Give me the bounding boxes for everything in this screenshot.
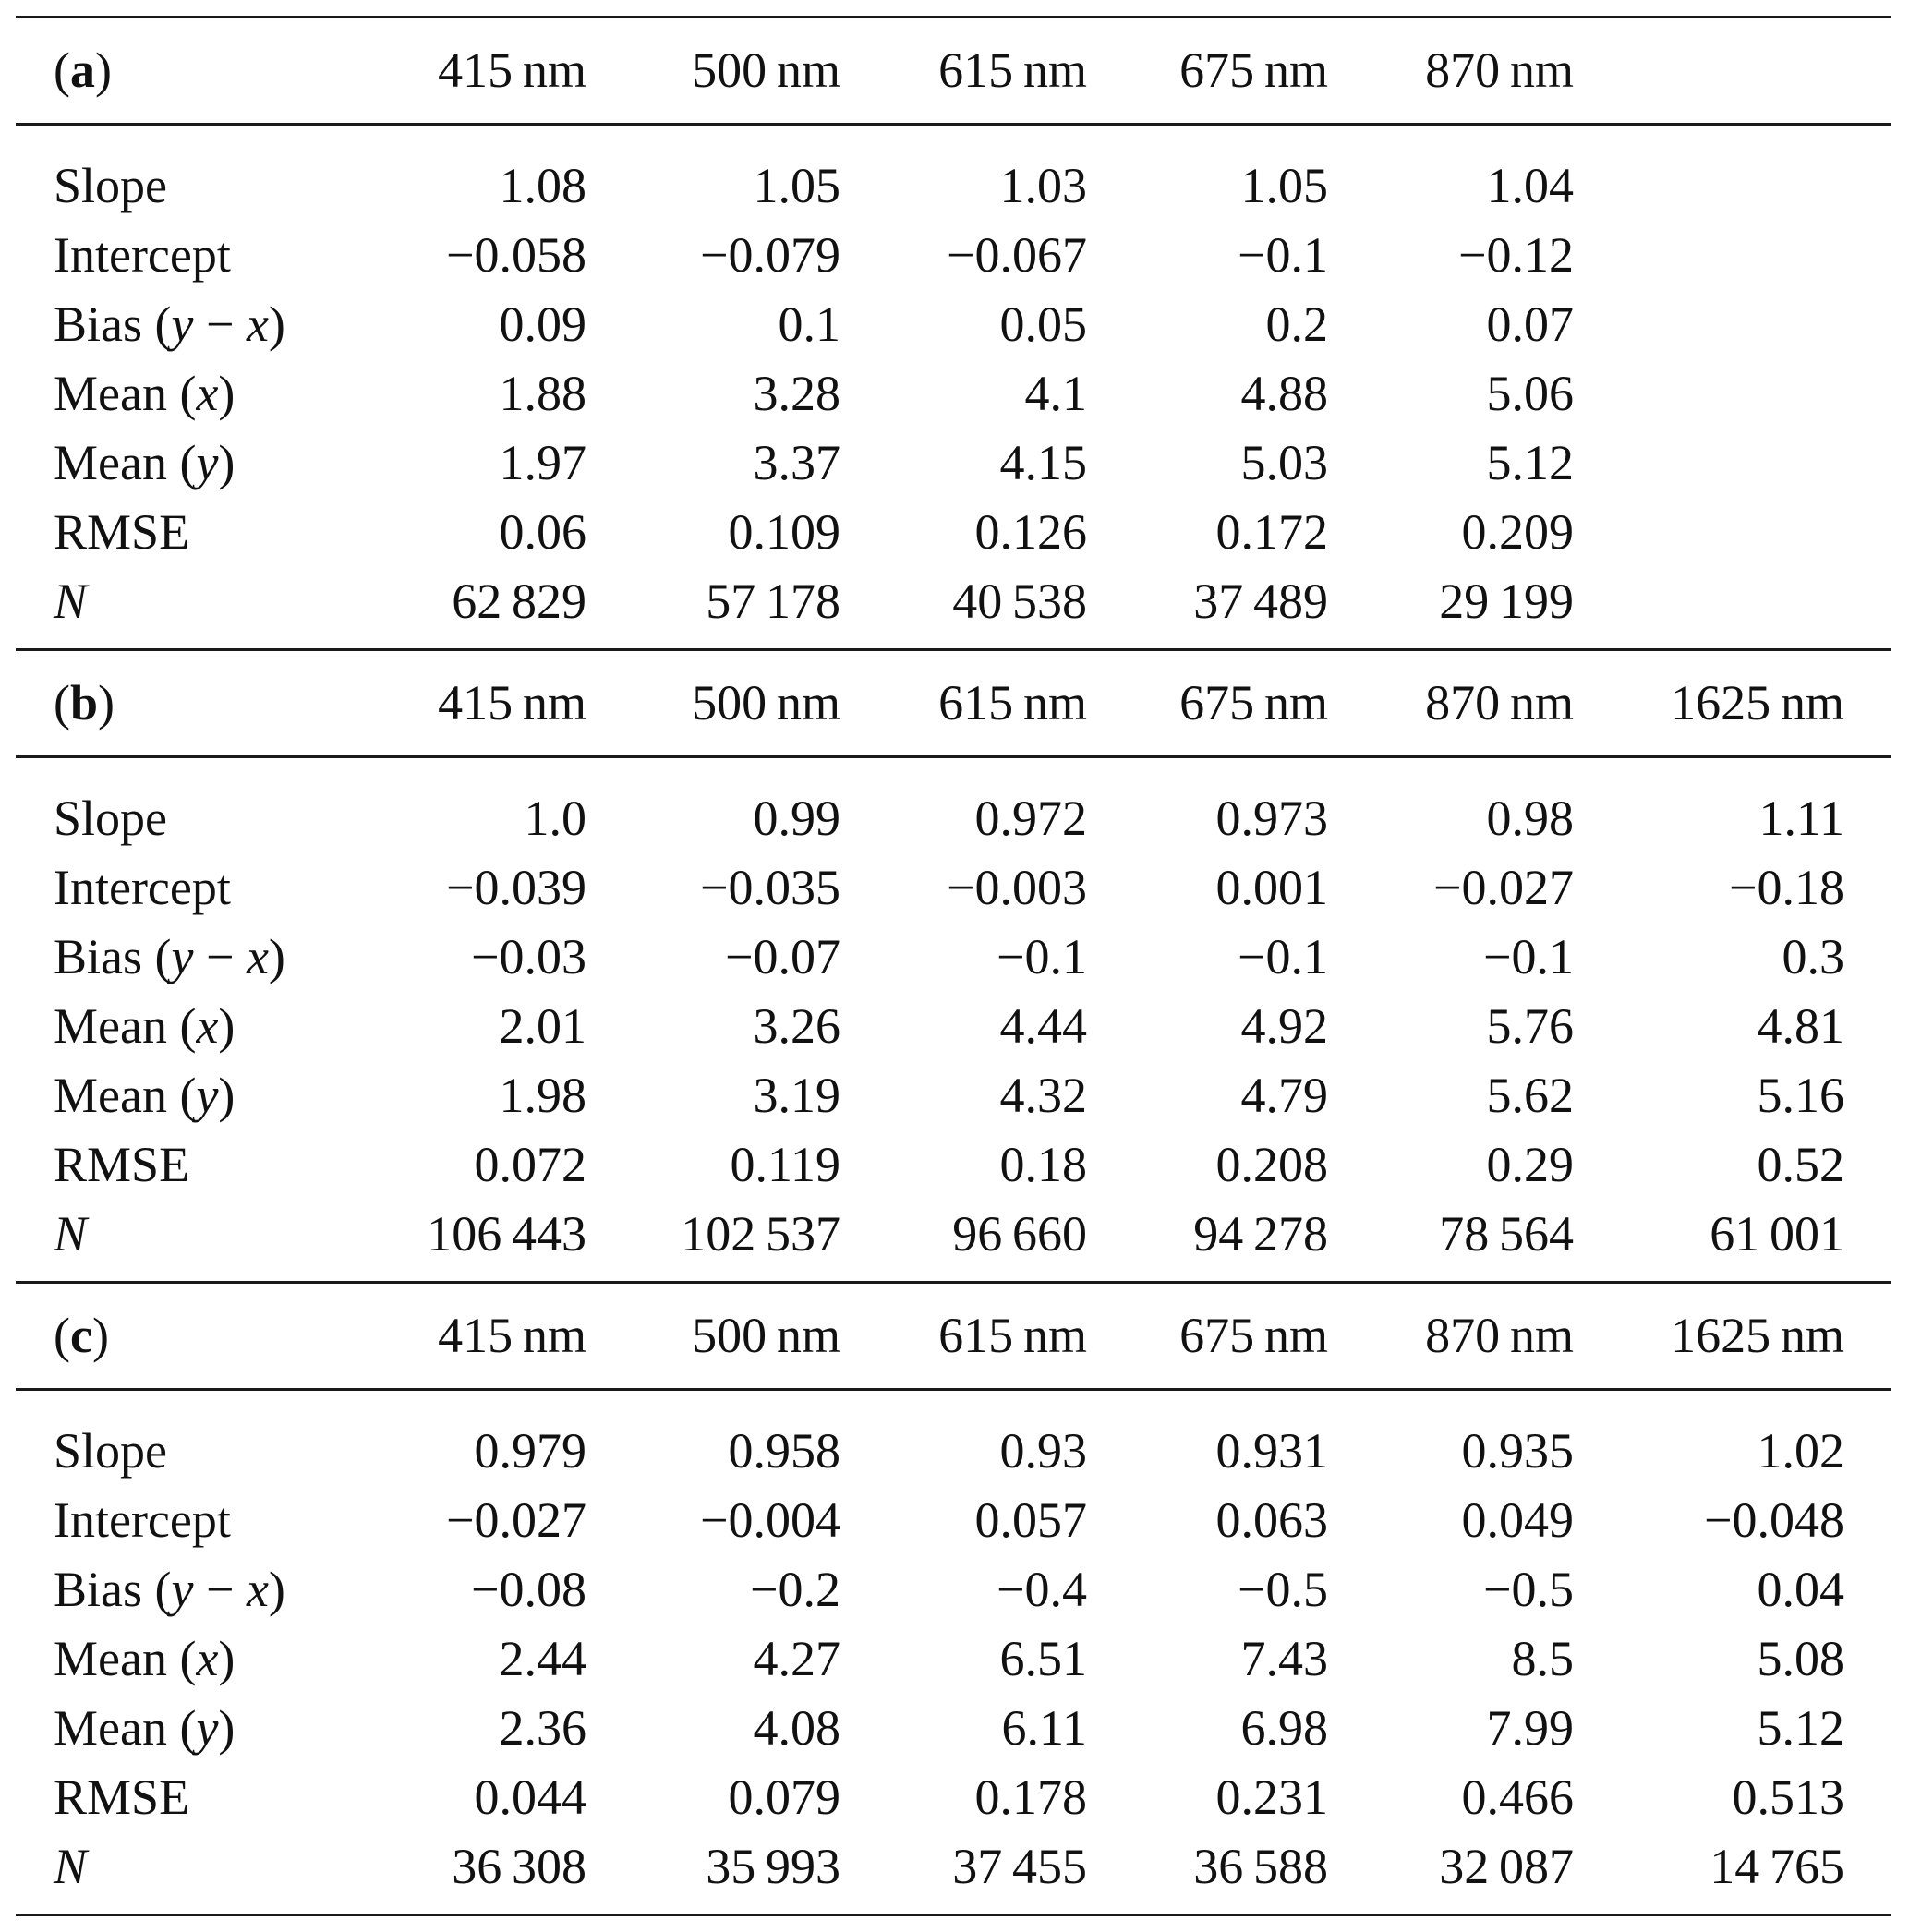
table-cell: 96 660 — [952, 1206, 1087, 1262]
column-header: 675 nm — [1179, 42, 1328, 98]
panel-a-header — [16, 18, 1891, 123]
table-cell: −0.5 — [1483, 1562, 1574, 1617]
table-cell: 0.935 — [1461, 1423, 1574, 1479]
table-cell: 1.08 — [499, 158, 586, 213]
table-cell: 4.92 — [1240, 998, 1328, 1054]
table-row-bias — [16, 1555, 1891, 1624]
row-label: RMSE — [54, 504, 190, 560]
panel-c-body — [16, 1391, 1891, 1914]
table-row-intercept — [16, 221, 1891, 290]
row-label: Bias (y − x) — [54, 296, 285, 352]
column-header: 500 nm — [692, 675, 840, 731]
table-cell: −0.027 — [446, 1492, 586, 1548]
column-header: 675 nm — [1179, 1308, 1328, 1363]
column-header: 675 nm — [1179, 675, 1328, 731]
table-cell: 0.172 — [1215, 504, 1328, 560]
row-label: Mean (y) — [54, 435, 236, 490]
table-cell: −0.079 — [700, 227, 840, 283]
row-label: Bias (y − x) — [54, 929, 285, 984]
panel-b-body — [16, 758, 1891, 1281]
table-cell: 4.15 — [999, 435, 1087, 490]
table-cell: 102 537 — [681, 1206, 840, 1262]
table-cell: 3.26 — [753, 998, 840, 1054]
table-cell: 0.973 — [1215, 791, 1328, 846]
table-row-slope — [16, 1417, 1891, 1486]
table-cell: 1.05 — [1240, 158, 1328, 213]
table-cell: 36 588 — [1193, 1839, 1328, 1894]
panel-label: (b) — [54, 675, 115, 731]
table-cell: 0.931 — [1215, 1423, 1328, 1479]
table-row-bias — [16, 923, 1891, 992]
table-cell: 78 564 — [1439, 1206, 1574, 1262]
row-label: Mean (y) — [54, 1700, 236, 1756]
table-cell: 0.99 — [753, 791, 840, 846]
table-cell: 0.072 — [474, 1137, 586, 1192]
table-cell: 0.52 — [1757, 1137, 1844, 1192]
row-label: Slope — [54, 1423, 168, 1479]
table-cell: 0.3 — [1782, 929, 1844, 984]
panel-c-header — [16, 1284, 1891, 1388]
table-cell: 29 199 — [1439, 574, 1574, 629]
table-cell: −0.1 — [1238, 227, 1328, 283]
table-cell: 0.126 — [974, 504, 1087, 560]
table-row-intercept — [16, 853, 1891, 923]
panel-label: (c) — [54, 1308, 109, 1363]
panel-b-header — [16, 651, 1891, 755]
table-cell: −0.004 — [700, 1492, 840, 1548]
table-cell: −0.07 — [725, 929, 840, 984]
table-cell: −0.4 — [997, 1562, 1087, 1617]
table-cell: 0.119 — [730, 1137, 840, 1192]
column-header: 415 nm — [438, 675, 586, 731]
panel-label: (a) — [54, 42, 112, 98]
table-cell: 3.19 — [753, 1068, 840, 1123]
table-cell: 0.208 — [1215, 1137, 1328, 1192]
table-cell: −0.2 — [750, 1562, 840, 1617]
table-cell: 36 308 — [452, 1839, 586, 1894]
table-cell: −0.035 — [700, 860, 840, 915]
table-cell: 3.28 — [753, 366, 840, 421]
table-cell: 1.05 — [753, 158, 840, 213]
column-header: 870 nm — [1425, 675, 1574, 731]
table-cell: 0.057 — [974, 1492, 1087, 1548]
table-cell: 0.063 — [1215, 1492, 1328, 1548]
table-cell: 0.09 — [499, 296, 586, 352]
table-cell: 37 455 — [952, 1839, 1087, 1894]
table-cell: 14 765 — [1710, 1839, 1844, 1894]
table-cell: 37 489 — [1193, 574, 1328, 629]
table-cell: −0.027 — [1433, 860, 1574, 915]
table-cell: 0.958 — [728, 1423, 840, 1479]
panel-a-body — [16, 126, 1891, 648]
table-cell: 0.18 — [999, 1137, 1087, 1192]
table-row-bias — [16, 290, 1891, 359]
table-row-rmse — [16, 1130, 1891, 1200]
row-label: Slope — [54, 158, 168, 213]
table-cell: −0.08 — [471, 1562, 586, 1617]
table-cell: 4.08 — [753, 1700, 840, 1756]
table-cell: 3.37 — [753, 435, 840, 490]
column-header: 870 nm — [1425, 42, 1574, 98]
table-row-mean-x — [16, 1624, 1891, 1694]
table-cell: 4.44 — [999, 998, 1087, 1054]
table-cell: −0.18 — [1729, 860, 1844, 915]
table-row-mean-y — [16, 429, 1891, 498]
table-cell: 0.231 — [1215, 1769, 1328, 1825]
table-cell: 0.209 — [1461, 504, 1574, 560]
row-label: Bias (y − x) — [54, 1562, 285, 1617]
row-label: Intercept — [54, 227, 231, 283]
table-cell: 32 087 — [1439, 1839, 1574, 1894]
table-cell: 6.51 — [999, 1631, 1087, 1686]
table-row-n — [16, 567, 1891, 636]
row-label: Mean (x) — [54, 1631, 236, 1686]
table-cell: 2.01 — [499, 998, 586, 1054]
table-cell: 1.11 — [1758, 791, 1844, 846]
table-cell: 7.99 — [1486, 1700, 1574, 1756]
row-label: N — [54, 1839, 88, 1894]
table-cell: 0.001 — [1215, 860, 1328, 915]
table-cell: −0.058 — [446, 227, 586, 283]
row-label: Slope — [54, 791, 168, 846]
column-header: 615 nm — [938, 1308, 1087, 1363]
table-cell: −0.1 — [1483, 929, 1574, 984]
header-row — [16, 651, 1844, 755]
table-cell: 4.27 — [753, 1631, 840, 1686]
table-cell: 0.98 — [1486, 791, 1574, 846]
table-cell: 0.178 — [974, 1769, 1087, 1825]
table-cell: 0.972 — [974, 791, 1087, 846]
table-cell: 61 001 — [1710, 1206, 1844, 1262]
table-row-slope — [16, 151, 1891, 221]
table-cell: 5.03 — [1240, 435, 1328, 490]
table-cell: 40 538 — [952, 574, 1087, 629]
table-cell: −0.5 — [1238, 1562, 1328, 1617]
table-row-intercept — [16, 1486, 1891, 1555]
table-cell: 6.11 — [1001, 1700, 1087, 1756]
row-label: N — [54, 574, 88, 629]
table-cell: 5.06 — [1486, 366, 1574, 421]
table-cell: 0.05 — [999, 296, 1087, 352]
table-row-mean-y — [16, 1694, 1891, 1763]
header-row — [16, 18, 1844, 123]
table-row-n — [16, 1832, 1891, 1902]
table-cell: 1.98 — [499, 1068, 586, 1123]
table-cell: 5.76 — [1486, 998, 1574, 1054]
table-cell: 94 278 — [1193, 1206, 1328, 1262]
table-cell: 7.43 — [1240, 1631, 1328, 1686]
table-cell: 1.04 — [1486, 158, 1574, 213]
table-cell: 4.79 — [1240, 1068, 1328, 1123]
column-header: 500 nm — [692, 42, 840, 98]
table-cell: 0.049 — [1461, 1492, 1574, 1548]
row-label: N — [54, 1206, 88, 1262]
column-header: 415 nm — [438, 42, 586, 98]
table-cell: 57 178 — [706, 574, 840, 629]
table-cell: 0.979 — [474, 1423, 586, 1479]
table-cell: 0.06 — [499, 504, 586, 560]
row-label: Intercept — [54, 860, 231, 915]
table-cell: 4.1 — [1024, 366, 1087, 421]
column-header: 415 nm — [438, 1308, 586, 1363]
column-header: 1625 nm — [1671, 675, 1844, 731]
table-cell: 8.5 — [1511, 1631, 1574, 1686]
table-cell: 1.03 — [999, 158, 1087, 213]
table-cell: 4.81 — [1757, 998, 1844, 1054]
table-cell: 2.44 — [499, 1631, 586, 1686]
column-header: 500 nm — [692, 1308, 840, 1363]
table-cell: 0.079 — [728, 1769, 840, 1825]
table-cell: 4.88 — [1240, 366, 1328, 421]
table-row-mean-y — [16, 1061, 1891, 1130]
table-cell: 0.04 — [1757, 1562, 1844, 1617]
table-cell: −0.039 — [446, 860, 586, 915]
column-header: 615 nm — [938, 675, 1087, 731]
table-cell: 1.02 — [1757, 1423, 1844, 1479]
table-cell: 62 829 — [452, 574, 586, 629]
table-row-rmse — [16, 498, 1891, 567]
table-cell: 5.08 — [1757, 1631, 1844, 1686]
table-cell: 1.97 — [499, 435, 586, 490]
table-cell: 0.93 — [999, 1423, 1087, 1479]
table-cell: 1.88 — [499, 366, 586, 421]
row-label: Mean (y) — [54, 1068, 236, 1123]
table-cell: 0.1 — [778, 296, 840, 352]
row-label: RMSE — [54, 1769, 190, 1825]
statistics-table — [16, 16, 1891, 1916]
table-cell: 0.07 — [1486, 296, 1574, 352]
column-header: 615 nm — [938, 42, 1087, 98]
column-header: 870 nm — [1425, 1308, 1574, 1363]
table-row-slope — [16, 784, 1891, 853]
table-row-mean-x — [16, 992, 1891, 1061]
table-cell: −0.1 — [997, 929, 1087, 984]
table-cell: 5.12 — [1486, 435, 1574, 490]
table-cell: 6.98 — [1240, 1700, 1328, 1756]
table-cell: 106 443 — [427, 1206, 586, 1262]
table-cell: −0.067 — [947, 227, 1087, 283]
row-label: Mean (x) — [54, 366, 236, 421]
table-cell: 2.36 — [499, 1700, 586, 1756]
table-cell: 5.16 — [1757, 1068, 1844, 1123]
table-row-n — [16, 1200, 1891, 1269]
table-cell: −0.003 — [947, 860, 1087, 915]
table-cell: 1.0 — [524, 791, 586, 846]
bottom-rule — [16, 1914, 1891, 1916]
table-cell: −0.03 — [471, 929, 586, 984]
header-row — [16, 1284, 1844, 1388]
table-cell: 0.513 — [1732, 1769, 1844, 1825]
row-label: Mean (x) — [54, 998, 236, 1054]
table-row-mean-x — [16, 359, 1891, 429]
table-cell: 5.62 — [1486, 1068, 1574, 1123]
row-label: Intercept — [54, 1492, 231, 1548]
table-cell: −0.1 — [1238, 929, 1328, 984]
table-cell: 0.109 — [728, 504, 840, 560]
table-cell: 0.466 — [1461, 1769, 1574, 1825]
column-header: 1625 nm — [1671, 1308, 1844, 1363]
table-cell: 0.29 — [1486, 1137, 1574, 1192]
table-cell: 0.2 — [1265, 296, 1328, 352]
table-cell: 5.12 — [1757, 1700, 1844, 1756]
table-row-rmse — [16, 1763, 1891, 1832]
table-cell: 35 993 — [706, 1839, 840, 1894]
table-cell: −0.12 — [1458, 227, 1574, 283]
table-cell: −0.048 — [1704, 1492, 1844, 1548]
table-cell: 4.32 — [999, 1068, 1087, 1123]
table-cell: 0.044 — [474, 1769, 586, 1825]
row-label: RMSE — [54, 1137, 190, 1192]
